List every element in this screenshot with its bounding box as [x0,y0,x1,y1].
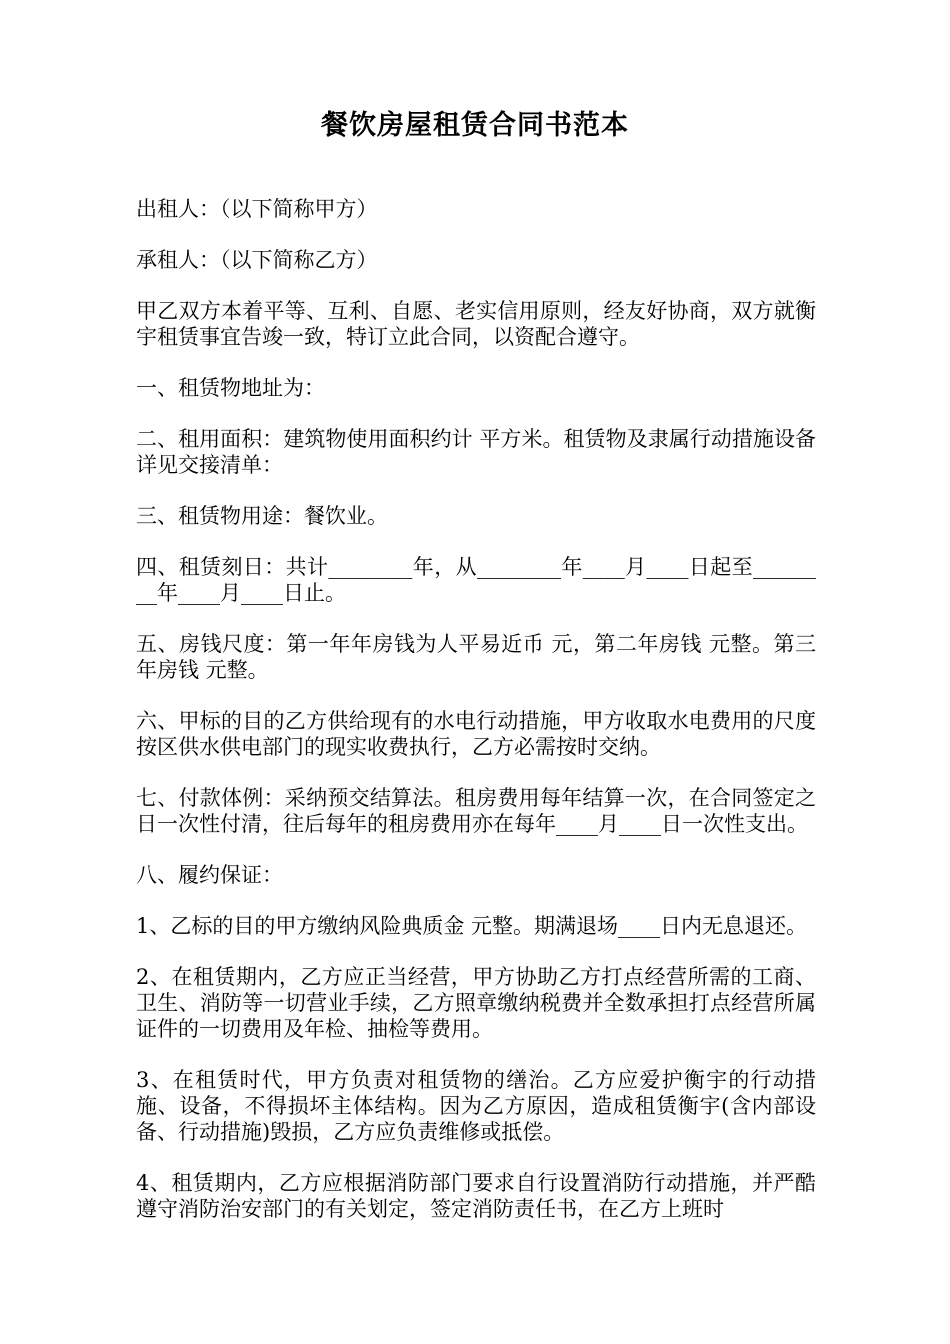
clause-5-rent: 五、房钱尺度：第一年年房钱为人平易近币 元，第二年房钱 元整。第三年房钱 元整。 [136,632,816,682]
document-body [136,196,816,1247]
guarantee-item-2: 2、在租赁期内，乙方应正当经营，甲方协助乙方打点经营所需的工商、卫生、消防等一切营业手续，乙方照章缴纳税费并全数承担打点经营所属证件的一切费用及年检、抽检等费用。 [136,965,816,1041]
document-title: 餐饮房屋租赁合同书范本 [321,110,629,141]
clause-8-guarantee: 八、履约保证： [136,863,283,887]
paragraph-lessee: 承租人：（以下简称乙方） [136,248,378,272]
paragraph-preamble: 甲乙双方本着平等、互利、自愿、老实信用原则，经友好协商，双方就衡宇租赁事宜告竣一致，特订立此合同，以资配合遵守。 [136,299,816,349]
paragraph-lessor: 出租人：（以下简称甲方） [136,197,378,221]
guarantee-item-3: 3、在租赁时代，甲方负责对租赁物的缮治。乙方应爱护衡宇的行动措施、设备，不得损坏主体结构。因为乙方原因，造成租赁衡宇(含内部设备、行动措施)毁损，乙方应负责维修或抵偿。 [136,1068,816,1144]
clause-3-usage: 三、租赁物用途：餐饮业。 [136,504,388,528]
clause-2-area: 二、租用面积：建筑物使用面积约计 平方米。租赁物及隶属行动措施设备详见交接清单： [136,427,816,477]
clause-6-utilities: 六、甲标的目的乙方供给现有的水电行动措施，甲方收取水电费用的尺度按区供水供电部门的现实收费执行，乙方必需按时交纳。 [136,709,816,759]
clause-7-payment: 七、付款体例：采纳预交结算法。租房费用每年结算一次，在合同签定之日一次性付清，往后每年的租房费用亦在每年____月____日一次性支出。 [136,786,816,836]
guarantee-item-4: 4、租赁期内，乙方应根据消防部门要求自行设置消防行动措施，并严酷遵守消防治安部门的有关划定，签定消防责任书，在乙方上班时 [136,1171,816,1221]
guarantee-item-1: 1、乙标的目的甲方缴纳风险典质金 元整。期满退场____日内无息退还。 [136,914,808,938]
clause-4-term: 四、租赁刻日：共计________年，从________年____月____日起至________年____月____日止。 [136,555,816,605]
clause-1-address: 一、租赁物地址为： [136,376,325,400]
